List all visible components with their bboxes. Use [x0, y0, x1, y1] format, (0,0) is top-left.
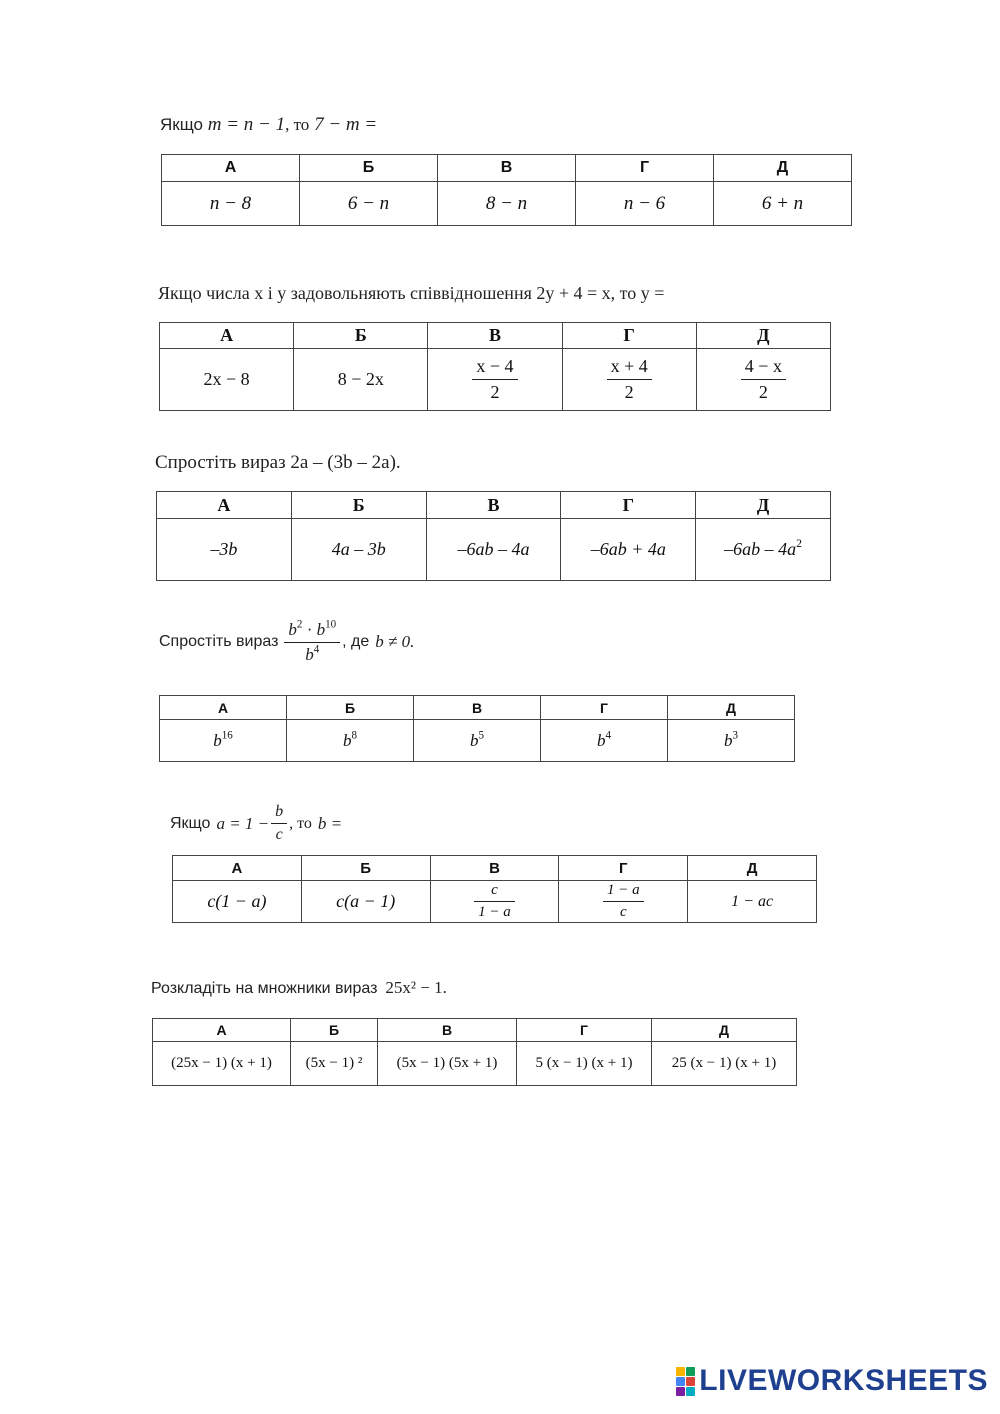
liveworksheets-logo-text: LIVEWORKSHEETS — [699, 1364, 988, 1397]
option-b[interactable]: $b^8$ — [287, 720, 414, 762]
option-e[interactable]: 6 + n — [714, 182, 852, 226]
option-c[interactable]: –6ab – 4a — [426, 519, 561, 581]
option-e-header: Д — [688, 856, 817, 881]
option-a-header: А — [162, 155, 300, 182]
logo-square — [686, 1377, 695, 1386]
option-a[interactable]: 2x − 8 — [160, 349, 294, 411]
option-b-header: Б — [294, 323, 428, 349]
option-c[interactable] — [428, 349, 562, 411]
option-d-header: Г — [576, 155, 714, 182]
option-e-header: Д — [668, 696, 795, 720]
question-2-prompt: Якщо числа x і y задовольняють співвідношення 2y + 4 = x, то y = — [158, 283, 665, 303]
option-e[interactable] — [696, 349, 830, 411]
option-c-header: В — [414, 696, 541, 720]
option-c-header: В — [430, 856, 559, 881]
option-b[interactable]: c(a − 1) — [301, 881, 430, 923]
option-d[interactable] — [559, 881, 688, 923]
option-b[interactable]: 6 − n — [300, 182, 438, 226]
question-6-answer-table — [152, 1018, 797, 1086]
question-1-answer-table — [161, 154, 852, 226]
logo-square — [676, 1377, 685, 1386]
option-e-header: Д — [696, 492, 831, 519]
logo-square — [676, 1387, 685, 1396]
option-e[interactable]: $-6ab - 4a^2$ — [696, 519, 831, 581]
option-c-header: В — [378, 1019, 517, 1042]
option-a-header: А — [157, 492, 292, 519]
question-3-prompt: Спростіть вираз 2a – (3b – 2a). — [155, 452, 401, 473]
fraction: $\frac{x + 4}{2}$ — [607, 356, 652, 402]
question-6-prompt: Розкладіть на множники вираз 25x² − 1. — [151, 978, 447, 997]
logo-square — [686, 1367, 695, 1376]
option-a[interactable]: $b^{16}$ — [160, 720, 287, 762]
option-b[interactable]: (5x − 1) ² — [291, 1042, 378, 1086]
logo-square — [676, 1367, 685, 1376]
option-d[interactable]: $b^4$ — [541, 720, 668, 762]
option-b-header: Б — [287, 696, 414, 720]
option-c[interactable]: (5x − 1) (5x + 1) — [378, 1042, 517, 1086]
option-c[interactable] — [430, 881, 559, 923]
question-1-prompt: Якщо m = n − 1, то 7 − m = — [160, 114, 378, 135]
liveworksheets-logo[interactable] — [676, 1364, 988, 1398]
option-e[interactable]: 1 − ac — [688, 881, 817, 923]
option-e-header: Д — [652, 1019, 797, 1042]
option-b[interactable]: 4a – 3b — [291, 519, 426, 581]
option-d-header: Г — [561, 492, 696, 519]
question-4-prompt: Спростіть вираз $\frac{b^2 \cdot b^{10}}{b^4}$ , де b ≠ 0. — [159, 618, 415, 664]
option-c-header: В — [428, 323, 562, 349]
option-b-header: Б — [291, 1019, 378, 1042]
option-e-header: Д — [696, 323, 830, 349]
fraction: $\frac{1 - a}{c}$ — [603, 882, 644, 922]
option-b-header: Б — [300, 155, 438, 182]
fraction: $\frac{c}{1 - a}$ — [474, 882, 515, 922]
option-c[interactable]: $b^5$ — [414, 720, 541, 762]
logo-square — [686, 1387, 695, 1396]
option-c[interactable]: 8 − n — [438, 182, 576, 226]
option-c-header: В — [438, 155, 576, 182]
option-a-header: А — [173, 856, 302, 881]
option-a-header: А — [153, 1019, 291, 1042]
fraction: $\frac{b^2 \cdot b^{10}}{b^4}$ — [284, 620, 340, 664]
option-d[interactable]: –6ab + 4a — [561, 519, 696, 581]
option-a-header: А — [160, 696, 287, 720]
question-3-answer-table — [156, 491, 831, 581]
option-b[interactable]: 8 − 2x — [294, 349, 428, 411]
option-d-header: Г — [517, 1019, 652, 1042]
option-a[interactable]: (25x − 1) (x + 1) — [153, 1042, 291, 1086]
option-b-header: Б — [301, 856, 430, 881]
option-c-header: В — [426, 492, 561, 519]
question-5-prompt: Якщо a = 1 − $\frac{b}{c}$ , то b = — [170, 803, 343, 844]
option-a-header: А — [160, 323, 294, 349]
option-e-header: Д — [714, 155, 852, 182]
option-d[interactable]: n − 6 — [576, 182, 714, 226]
option-d-header: Г — [562, 323, 696, 349]
option-a[interactable]: –3b — [157, 519, 292, 581]
option-d-header: Г — [559, 856, 688, 881]
option-d[interactable] — [562, 349, 696, 411]
fraction: $\frac{b}{c}$ — [271, 803, 287, 845]
option-d-header: Г — [541, 696, 668, 720]
liveworksheets-logo-icon — [676, 1367, 695, 1396]
option-a[interactable]: n − 8 — [162, 182, 300, 226]
option-e[interactable]: 25 (x − 1) (x + 1) — [652, 1042, 797, 1086]
question-5-answer-table — [172, 855, 817, 923]
option-a[interactable]: c(1 − a) — [173, 881, 302, 923]
option-b-header: Б — [291, 492, 426, 519]
fraction: $\frac{x - 4}{2}$ — [472, 356, 517, 402]
option-e[interactable]: $b^3$ — [668, 720, 795, 762]
option-d[interactable]: 5 (x − 1) (x + 1) — [517, 1042, 652, 1086]
question-2-answer-table — [159, 322, 831, 411]
question-4-answer-table — [159, 695, 795, 762]
fraction: $\frac{4 - x}{2}$ — [741, 356, 786, 402]
